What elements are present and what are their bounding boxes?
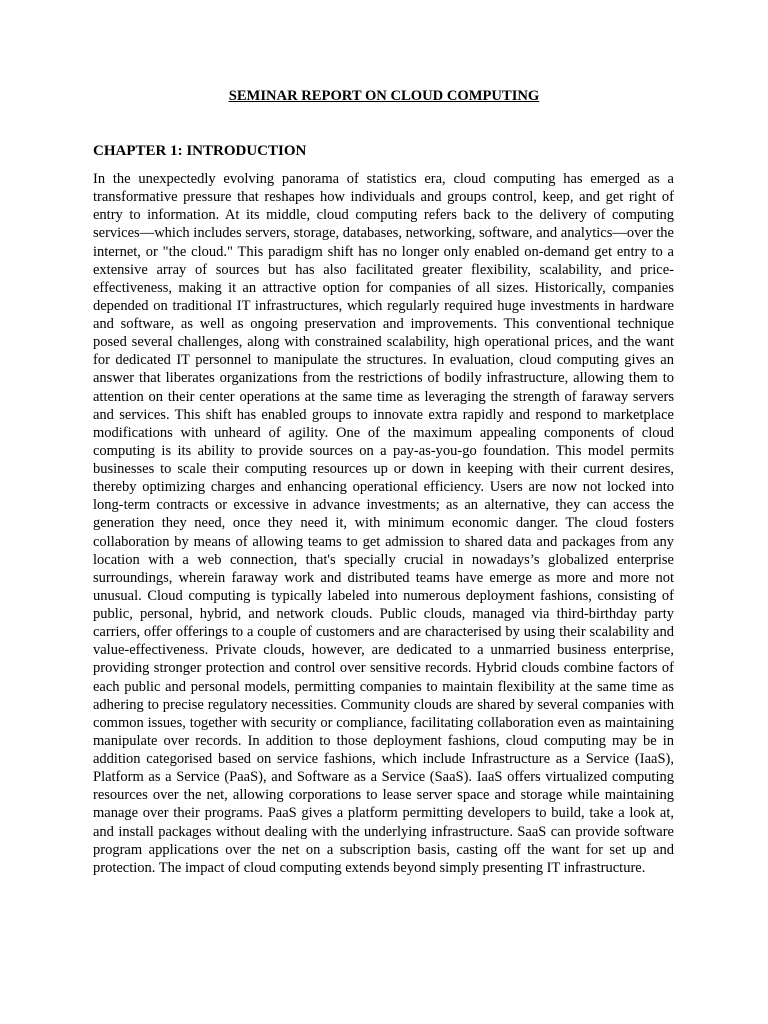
document-title: SEMINAR REPORT ON CLOUD COMPUTING: [228, 88, 540, 104]
chapter-heading: CHAPTER 1: INTRODUCTION: [93, 143, 307, 159]
body-paragraph: In the unexpectedly evolving panorama of statistics era, cloud computing has emerged as a transformative pressure that reshapes how individuals and groups control, keep, and get right of entry to information. At its middle, cloud computing refers back to the delivery of computing services—which includes servers, storage, databases, networking, software, and analytics—over the internet, or "the cloud." This paradigm shift has no longer only enabled on-demand get entry to a extensive array of sources but has also facilitated greater flexibility, scalability, and price-effectiveness, making it an attractive option for companies of all sizes. Historically, companies depended on traditional IT infrastructures, which regularly required huge investments in hardware and software, as well as ongoing preservation and improvements. This conventional technique posed several challenges, along with constrained scalability, high operational prices, and the want for dedicated IT personnel to manipulate the structures. In evaluation, cloud computing gives an answer that liberates organizations from the restrictions of bodily infrastructure, allowing them to attention on their center operations at the same time as leveraging the strength of faraway servers and services. This shift has enabled groups to innovate extra rapidly and respond to marketplace modifications with unheard of agility. One of the maximum appealing components of cloud computing is its ability to provide sources on a pay-as-you-go foundation. This model permits businesses to scale their computing resources up or down in keeping with their current desires, thereby optimizing charges and enhancing operational efficiency. Users are now not locked into long-term contracts or excessive in advance investments; as an alternative, they can access the generation they need, once they need it, with minimum economic danger. The cloud fosters collaboration by means of allowing teams to get admission to shared data and packages from any location with a web connection, that's specially crucial in nowadays’s globalized enterprise surroundings, wherein faraway work and distributed teams have emerge as more and more not unusual. Cloud computing is typically labeled into numerous deployment fashions, consisting of public, personal, hybrid, and network clouds. Public clouds, managed via third-birthday party carriers, offer offerings to a couple of customers and are characterised by using their scalability and value-effectiveness. Private clouds, however, are dedicated to a unmarried business enterprise, providing stronger protection and control over sensitive records. Hybrid clouds combine factors of each public and personal models, permitting companies to maintain flexibility at the same time as adhering to precise regulatory necessities. Community clouds are shared by several companies with common issues, together with security or compliance, facilitating collaboration even as maintaining manipulate over records. In addition to those deployment fashions, cloud computing may be in addition categorised based on service fashions, which include Infrastructure as a Service (IaaS), Platform as a Service (PaaS), and Software as a Service (SaaS). IaaS offers virtualized computing resources over the net, allowing corporations to lease server space and storage while maintaining manage over their programs. PaaS gives a platform permitting developers to build, take a look at, and install packages without dealing with the underlying infrastructure. SaaS can provide software program applications over the net on a subscription basis, casting off the want for set up and protection. The impact of cloud computing extends beyond simply presenting IT infrastructure.: [93, 171, 674, 876]
